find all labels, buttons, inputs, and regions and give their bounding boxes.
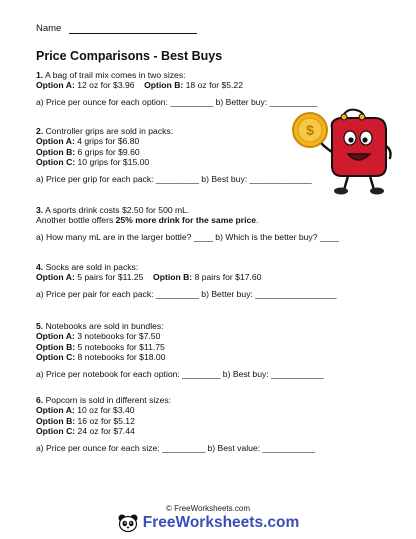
question-text: Another bottle offers (36, 215, 116, 226)
emphasis-text: 25% more drink for the same price (115, 215, 257, 226)
option-text: 24 oz for $7.44 (77, 426, 135, 437)
question-text: Controller grips are sold in packs: (45, 126, 174, 136)
option-text: 18 oz for $5.22 (185, 80, 243, 91)
option-label: Option A: (36, 136, 75, 147)
option-text: 5 pairs for $11.25 (77, 272, 144, 283)
option-text: 4 grips for $6.80 (77, 136, 140, 147)
option-text: 5 notebooks for $11.75 (77, 341, 165, 352)
question-text: A bag of trail mix comes in two sizes: (45, 70, 186, 80)
question-text: A sports drink costs $2.50 for 500 mL. (45, 205, 190, 215)
option-label: Option B: (36, 341, 76, 352)
wallet-mascot-icon (286, 102, 396, 198)
brand-name: FreeWorksheets.com (142, 514, 300, 531)
question-text: Notebooks are sold in bundles: (45, 321, 164, 331)
question-5 (36, 321, 324, 379)
question-number: 2. (36, 126, 44, 136)
question-number: 4. (36, 262, 44, 272)
option-label: Option B: (144, 80, 184, 91)
option-label: Option A: (36, 80, 75, 91)
answer-line[interactable]: a) Price per grip for each pack: _________ b) Best buy: _____________ (36, 173, 312, 184)
answer-line[interactable]: a) Price per notebook for each option: ________ b) Best buy: ___________ (36, 368, 324, 379)
question-3 (36, 205, 339, 242)
question-6 (36, 395, 315, 453)
option-label: Option B: (153, 272, 193, 283)
option-text: 10 oz for $3.40 (77, 405, 135, 416)
option-text: 6 grips for $9.60 (77, 146, 140, 157)
option-text: 12 oz for $3.96 (77, 80, 135, 91)
option-label: Option C: (36, 157, 76, 168)
name-row (36, 23, 197, 34)
question-text: Popcorn is sold in different sizes: (45, 395, 172, 405)
name-field-line[interactable] (69, 24, 197, 34)
question-number: 5. (36, 321, 44, 331)
question-number: 3. (36, 205, 44, 215)
question-1 (36, 70, 317, 107)
question-2 (36, 126, 312, 184)
answer-line[interactable]: a) Price per ounce for each size: _________ b) Best value: ___________ (36, 442, 316, 453)
page-title: Price Comparisons - Best Buys (36, 49, 223, 63)
option-label: Option A: (36, 405, 75, 416)
question-text: Socks are sold in packs: (45, 262, 139, 272)
option-text: 3 notebooks for $7.50 (77, 331, 161, 342)
question-number: 6. (36, 395, 44, 405)
question-4 (36, 262, 337, 299)
question-text: . (256, 215, 259, 226)
option-label: Option B: (36, 415, 76, 426)
option-text: 16 oz for $5.12 (77, 415, 135, 426)
option-text: 10 grips for $15.00 (77, 157, 150, 168)
name-label: Name (36, 23, 62, 34)
svg-text:$: $ (306, 122, 314, 138)
option-label: Option A: (36, 331, 75, 342)
option-label: Option A: (36, 272, 75, 283)
option-text: 8 pairs for $17.60 (194, 272, 262, 283)
panda-icon (117, 513, 139, 533)
footer-brand[interactable] (0, 513, 416, 533)
question-number: 1. (36, 70, 44, 80)
option-text: 8 notebooks for $18.00 (77, 352, 166, 363)
option-label: Option C: (36, 426, 76, 437)
answer-line[interactable]: a) Price per ounce for each option: _________ b) Better buy: __________ (36, 96, 318, 107)
answer-line[interactable]: a) How many mL are in the larger bottle? ____ b) Which is the better buy? ____ (36, 231, 340, 242)
option-label: Option B: (36, 146, 76, 157)
answer-line[interactable]: a) Price per pair for each pack: _________ b) Better buy: _________________ (36, 288, 337, 299)
option-label: Option C: (36, 352, 76, 363)
footer-url[interactable]: © FreeWorksheets.com (166, 504, 250, 513)
